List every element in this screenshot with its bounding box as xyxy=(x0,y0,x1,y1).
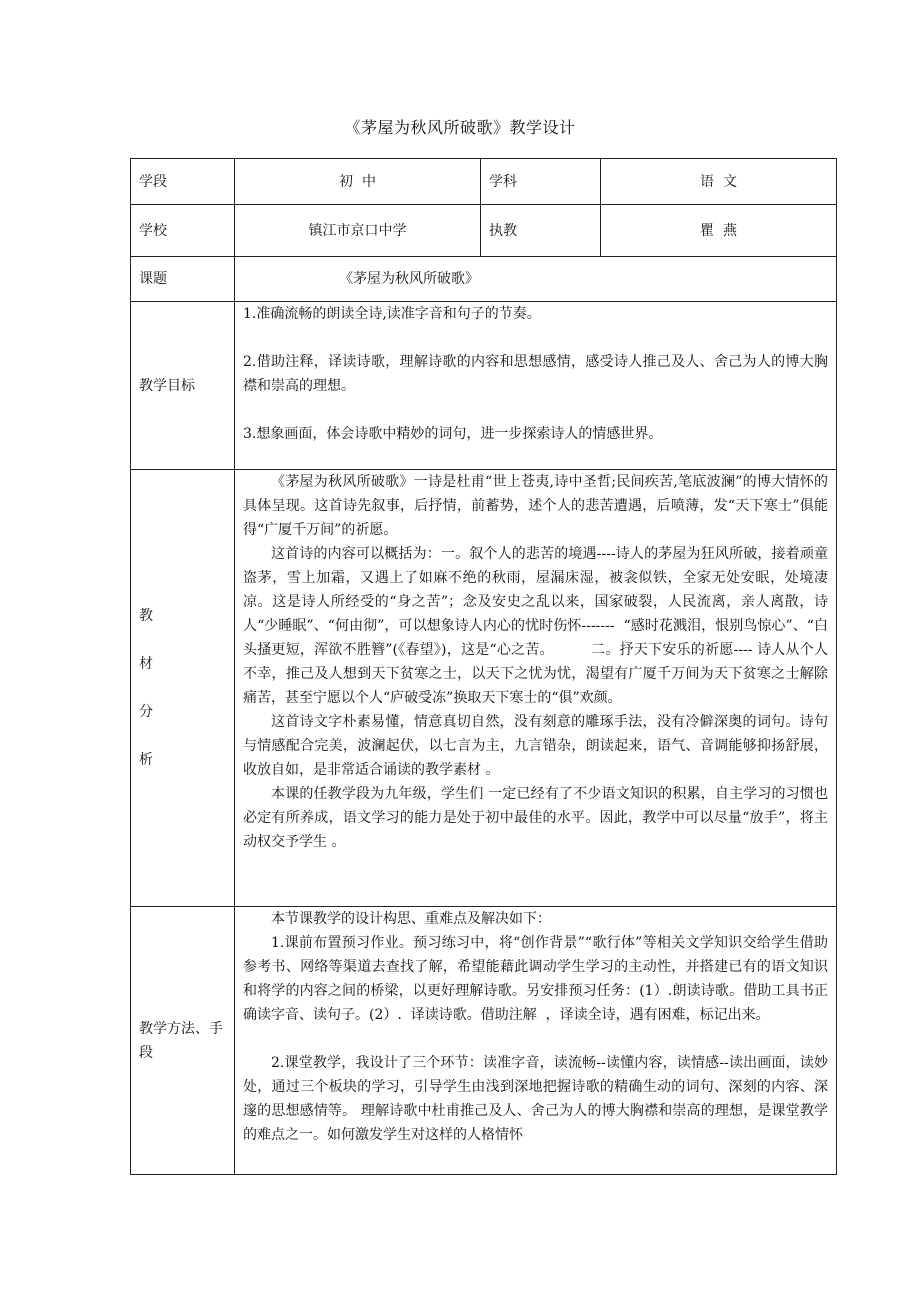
row-stage xyxy=(131,159,837,205)
methods-paragraph: 本节课教学的设计构思、重难点及解决如下： xyxy=(271,911,551,927)
lesson-plan-table xyxy=(130,158,837,1175)
analysis-content xyxy=(235,470,837,907)
label-methods: 教学方法、手段 xyxy=(131,907,235,1175)
goal-item: 2.借助注释，译读诗歌，理解诗歌的内容和思想感情，感受诗人推己及人、舍己为人的博大胸襟和崇高的理想。 xyxy=(243,354,828,394)
analysis-paragraph: 这首诗文字朴素易懂，情意真切自然，没有刻意的雕琢手法，没有冷僻深奥的词句。诗句与情感配合完美，波澜起伏，以七言为主，九言错杂，朗读起来，语气、音调能够抑扬舒展，收放自如，是非常适合诵读的教学素材 。 xyxy=(243,714,828,778)
value-subject-text: 语 文 xyxy=(700,173,737,190)
label-stage: 学段 xyxy=(131,159,235,205)
value-topic: 《茅屋为秋风所破歌》 xyxy=(235,257,837,302)
goal-item: 1.准确流畅的朗读全诗,读准字音和句子的节奏。 xyxy=(243,306,541,322)
value-stage xyxy=(235,159,481,205)
methods-paragraph: 1.课前布置预习作业。预习练习中，将“创作背景”“歌行体”等相关文学知识交给学生借助参考书、网络等渠道去查找了解，希望能藉此调动学生学习的主动性，并搭建已有的语文知识和将学的内容之间的桥梁，以更好理解诗歌。另安排预习任务：(1）.朗读诗歌。借助工具书正确读字音、读句子。(2）. 译读诗歌。借助注解 ，译读全诗，遇有困难，标记出来。 xyxy=(243,935,828,1023)
row-analysis xyxy=(131,470,837,907)
label-analysis-char: 材 xyxy=(139,656,153,672)
goal-item: 3.想象画面，体会诗歌中精妙的词句，进一步探索诗人的情感世界。 xyxy=(243,426,663,442)
label-subject: 学科 xyxy=(481,159,601,205)
goals-content xyxy=(235,302,837,470)
value-stage-text: 初 中 xyxy=(339,173,376,190)
analysis-paragraph: 这首诗的内容可以概括为：一。叙个人的悲苦的境遇----诗人的茅屋为狂风所破，接着顽童盗茅，雪上加霜，又遇上了如麻不绝的秋雨，屋漏床湿，被衾似铁，全家无处安眠，处境凄凉。这是诗人所经受的“身之苦”；念及安史之乱以来，国家破裂，人民流离，亲人离散，诗人“少睡眠”、“何由彻”，可以想象诗人内心的忧时伤怀------- “感时花溅泪，恨别鸟惊心”、“白头搔更短，浑欲不胜簪”(《春望》)，这是“心之苦。 二。抒天下安乐的祈愿---- 诗人从个人不幸，推己及人想到天下贫寒之士，以天下之忧为忧，渴望有广厦千万间为天下贫寒之士解除痛苦，甚至宁愿以个人“庐破受冻”换取天下寒士的“俱”欢颜。 xyxy=(243,546,828,706)
row-methods xyxy=(131,907,837,1175)
label-goals: 教学目标 xyxy=(131,302,235,470)
value-subject xyxy=(601,159,837,205)
label-analysis-char: 分 xyxy=(139,704,153,720)
row-topic xyxy=(131,257,837,302)
row-goals xyxy=(131,302,837,470)
label-analysis xyxy=(131,470,235,907)
label-analysis-char: 教 xyxy=(139,608,153,624)
value-teacher-text: 瞿 燕 xyxy=(700,222,737,239)
methods-paragraph: 2.课堂教学，我设计了三个环节：读准字音，读流畅--读懂内容，读情感--读出画面，读妙处，通过三个板块的学习，引导学生由浅到深地把握诗歌的精确生动的词句、深刻的内容、深邃的思想感情等。 理解诗歌中杜甫推己及人、舍己为人的博大胸襟和崇高的理想，是课堂教学的难点之一。如何激发学生对这样的人格情怀 xyxy=(243,1055,828,1143)
value-teacher xyxy=(601,205,837,257)
value-school: 镇江市京口中学 xyxy=(235,205,481,257)
label-school: 学校 xyxy=(131,205,235,257)
label-teacher: 执教 xyxy=(481,205,601,257)
document-title: 《茅屋为秋风所破歌》教学设计 xyxy=(344,118,576,137)
analysis-paragraph: 本课的任教学段为九年级，学生们 一定已经有了不少语文知识的积累，自主学习的习惯也必定有所养成，语文学习的能力是处于初中最佳的水平。因此，教学中可以尽量“放手”，将主动权交予学生 。 xyxy=(243,786,828,850)
label-topic: 课题 xyxy=(131,257,235,302)
methods-content xyxy=(235,907,837,1175)
row-school xyxy=(131,205,837,257)
label-analysis-char: 析 xyxy=(139,752,153,768)
analysis-paragraph: 《茅屋为秋风所破歌》一诗是杜甫“世上苍夷,诗中圣哲;民间疾苦,笔底波澜”的博大情怀的具体呈现。这首诗先叙事，后抒情，前蓄势，述个人的悲苦遭遇，后喷薄，发“天下寒士”俱能得“广厦千万间”的祈愿。 xyxy=(243,474,828,538)
